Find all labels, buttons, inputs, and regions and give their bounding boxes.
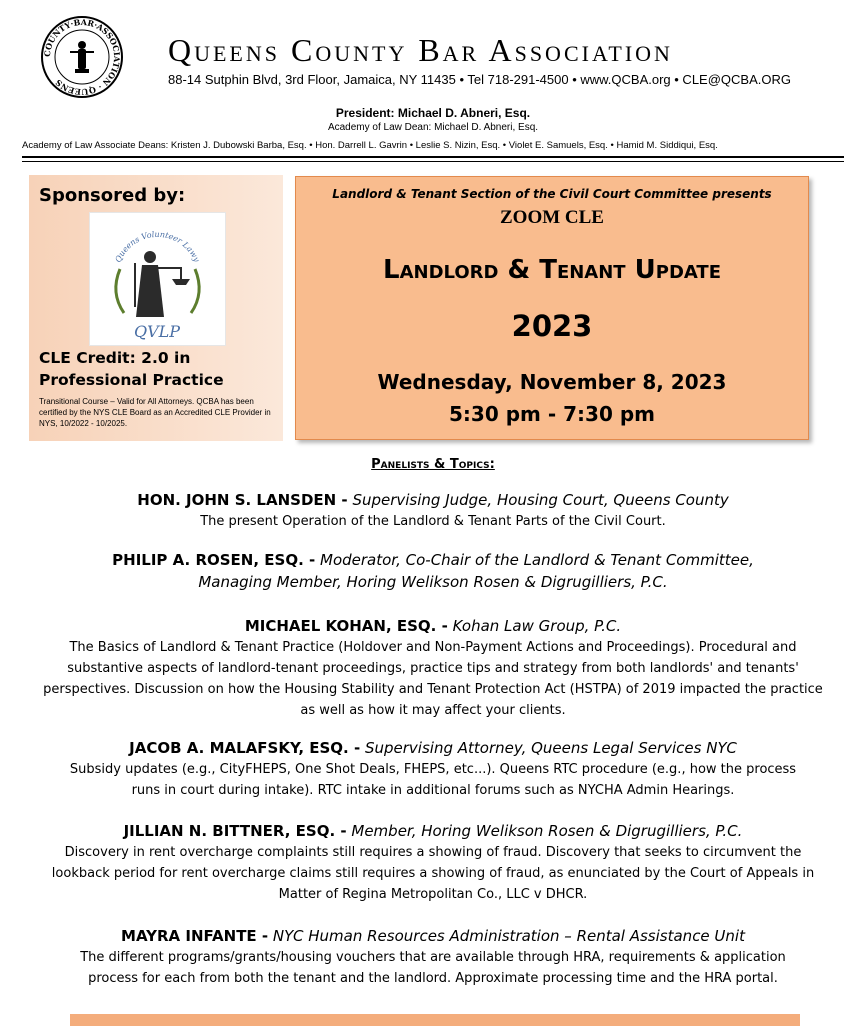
- header-divider: [22, 156, 844, 158]
- organization-name: Queens County Bar Association: [168, 32, 673, 68]
- cle-credit-line1: CLE Credit: 2.0 in: [39, 349, 191, 367]
- panelist-title-line: [20, 820, 846, 842]
- panelist-name: HON. JOHN S. LANSDEN -: [137, 491, 348, 509]
- panelist-topic: The present Operation of the Landlord & Tenant Parts of the Civil Court.: [200, 514, 666, 529]
- panelist-title-line: [20, 571, 846, 593]
- event-format: ZOOM CLE: [500, 207, 604, 228]
- event-time: 5:30 pm - 7:30 pm: [449, 402, 655, 426]
- panelist-role: NYC Human Resources Administration – Rental Assistance Unit: [272, 927, 745, 945]
- transitional-note: Transitional Course – Valid for All Attorneys. QCBA has been certified by the NYS CLE Board as an Accredited CLE Provider in NYS, 10/2022 - 10/2025.: [39, 397, 271, 428]
- dean-line: Academy of Law Dean: Michael D. Abneri, Esq.: [327, 122, 539, 133]
- panelist-name: JILLIAN N. BITTNER, ESQ. -: [123, 822, 347, 840]
- qvlp-logo-text: Queens Volunteer Lawy: [113, 229, 202, 264]
- cle-credit-line2: Professional Practice: [39, 371, 224, 389]
- event-panel: [295, 176, 809, 440]
- registration-bar: [70, 1014, 800, 1026]
- seal-text: COUNTY·BAR·ASSOCIATION · QUEENS: [41, 16, 123, 98]
- panelist-entry: [20, 737, 846, 801]
- panelist-entry: [20, 549, 846, 593]
- event-year: 2023: [511, 309, 593, 343]
- cle-credit: [39, 347, 279, 391]
- event-date: Wednesday, November 8, 2023: [377, 370, 727, 394]
- qvlp-logo-initials: QVLP: [133, 322, 181, 341]
- panelist-name: MAYRA INFANTE -: [121, 927, 269, 945]
- sponsor-panel: [29, 175, 283, 441]
- president-line: President: Michael D. Abneri, Esq.: [335, 106, 531, 120]
- panelist-title-line: [20, 737, 846, 759]
- panelist-entry: [20, 615, 846, 721]
- panelist-title-line: [20, 489, 846, 511]
- panelist-role: Moderator, Co-Chair of the Landlord & Tenant Committee,: [320, 551, 754, 569]
- panelist-name: MICHAEL KOHAN, ESQ. -: [244, 617, 448, 635]
- panelist-topic: Discovery in rent overcharge complaints still requires a showing of fraud. Discovery that seeks to circumvent the lookback period for rent overcharge claims still requires a showing of fraud, as enunciated by the Court of Appeals in Matter of Regina Metropolitan Co., LLC v DHCR.: [51, 845, 815, 902]
- event-presenter: Landlord & Tenant Section of the Civil Court Committee presents: [332, 187, 772, 201]
- organization-address: 88-14 Sutphin Blvd, 3rd Floor, Jamaica, NY 11435 • Tel 718-291-4500 • www.QCBA.org • CLE@QCBA.ORG: [168, 72, 791, 87]
- panelist-entry: [20, 489, 846, 532]
- panelist-name: PHILIP A. ROSEN, ESQ. -: [112, 551, 316, 569]
- panelist-role: Member, Horing Welikson Rosen & Digrugilliers, P.C.: [351, 822, 743, 840]
- panelist-topic: The different programs/grants/housing vouchers that are available through HRA, requirements & application process for each from both the tenant and the landlord. Approximate processing time and the HRA portal.: [80, 950, 786, 986]
- panelist-title-line: [20, 615, 846, 637]
- panelist-topic: Subsidy updates (e.g., CityFHEPS, One Shot Deals, FHEPS, etc...). Queens RTC procedure (e.g., how the process runs in court during intake). RTC intake in additional forums such as NYCHA Admin Hearings.: [69, 762, 797, 798]
- panelist-title-line: [20, 925, 846, 947]
- sponsor-title: Sponsored by:: [39, 185, 186, 206]
- panelists-heading: Panelists & Topics:: [371, 457, 495, 472]
- panelist-role-continued: Managing Member, Horing Welikson Rosen & Digrugilliers, P.C.: [198, 573, 668, 591]
- header-divider-thin: [22, 161, 844, 162]
- panelist-role: Kohan Law Group, P.C.: [452, 617, 622, 635]
- panelist-role: Supervising Attorney, Queens Legal Services NYC: [364, 739, 737, 757]
- event-title: Landlord & Tenant Update: [383, 255, 721, 285]
- panelist-entry: [20, 925, 846, 989]
- panelist-name: JACOB A. MALAFSKY, ESQ. -: [129, 739, 361, 757]
- qvlp-logo: [89, 212, 226, 346]
- associate-deans-line: Academy of Law Associate Deans: Kristen J. Dubowski Barba, Esq. • Hon. Darrell L. Gavrin • Leslie S. Nizin, Esq. • Violet E. Samuels, Esq. • Hamid M. Siddiqui, Esq.: [22, 140, 718, 151]
- panelist-topic: The Basics of Landlord & Tenant Practice (Holdover and Non-Payment Actions and Proceedings). Procedural and substantive aspects of landlord-tenant proceedings, practice tips and strategy from both landlords' and tenants' perspectives. Discussion on how the Housing Stability and Tenant Protection Act (HSTPA) of 2019 impacted the practice as well as how it may affect your clients.: [43, 640, 823, 718]
- panelist-entry: [20, 820, 846, 905]
- panelist-title-line: [20, 549, 846, 571]
- panelist-role: Supervising Judge, Housing Court, Queens County: [352, 491, 729, 509]
- qcba-seal-logo: [40, 15, 124, 99]
